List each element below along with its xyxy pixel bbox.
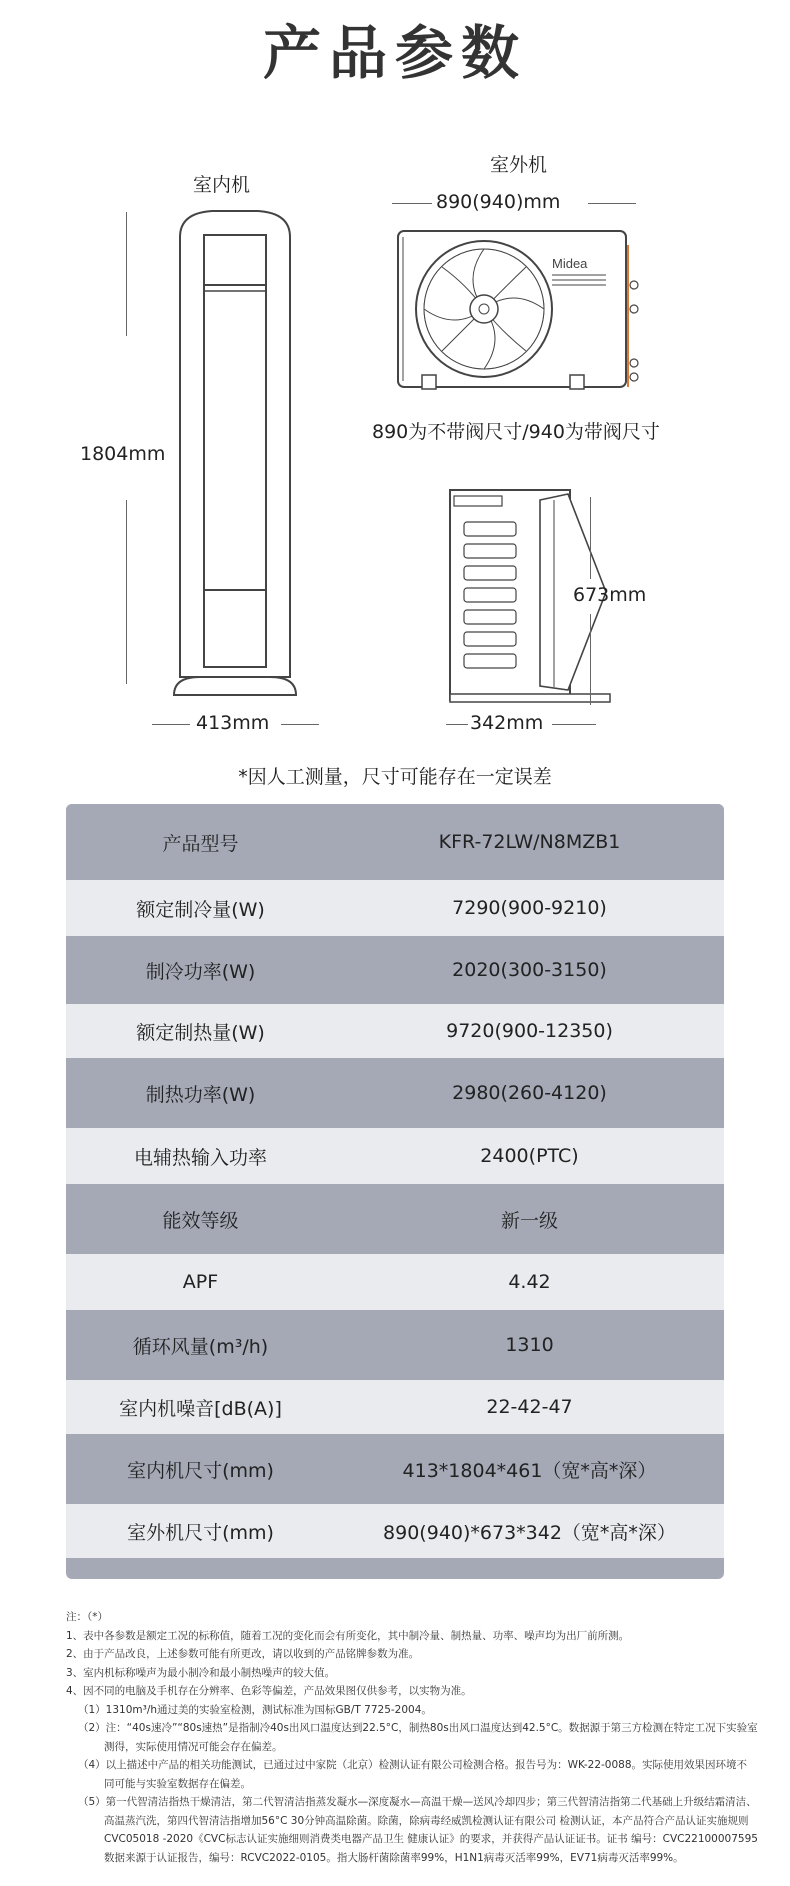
footnote-sub-item: （4）以上描述中产品的相关功能测试，已通过过中家院（北京）检测认证有限公司检测合格。报告号为：WK-22-0088。实际使用效果因环境不 <box>78 1759 748 1771</box>
footnote-item: 4、因不同的电脑及手机存在分辨率、色彩等偏差，产品效果图仅供参考，以实物为准。 <box>66 1685 472 1697</box>
spec-key: 室内机噪音[dB(A)] <box>119 1397 282 1420</box>
spec-key: 循环风量(m³/h) <box>132 1335 269 1358</box>
spec-value: 7290(900-9210) <box>452 897 607 919</box>
spec-key: 额定制热量(W) <box>136 1021 265 1044</box>
outdoor-width-dim-right <box>588 203 636 204</box>
spec-key: 室外机尺寸(mm) <box>127 1521 274 1544</box>
outdoor-width-label: 890(940)mm <box>436 191 561 213</box>
indoor-width-label: 413mm <box>196 712 270 734</box>
spec-value: 9720(900-12350) <box>446 1020 613 1042</box>
outdoor-height-dim-top <box>590 497 591 579</box>
table-row <box>66 1504 724 1558</box>
outdoor-depth-dim-left <box>446 724 468 725</box>
footnote-sub-item: （1）1310m³/h通过美的实验室检测，测试标准为国标GB/T 7725-2004。 <box>78 1703 432 1716</box>
table-row <box>66 1184 724 1254</box>
indoor-height-label: 1804mm <box>80 443 166 465</box>
spec-key: 室内机尺寸(mm) <box>127 1459 274 1482</box>
outdoor-width-dim-left <box>392 203 432 204</box>
indoor-width-dim-left <box>152 724 190 725</box>
spec-value: 2980(260-4120) <box>452 1082 607 1104</box>
table-row <box>66 1254 724 1310</box>
page-title: 产品参数 <box>262 19 527 87</box>
table-row <box>66 936 724 1004</box>
spec-key: APF <box>182 1271 219 1293</box>
table-row <box>66 804 724 880</box>
footnote-sub-item-cont: 数据来源于认证报告，编号：RCVC2022-0105。指大肠杆菌除菌率99%，H1N1病毒灭活率99%，EV71病毒灭活率99%。 <box>104 1851 684 1864</box>
indoor-unit-label: 室内机 <box>193 174 251 196</box>
spec-key: 制冷功率(W) <box>145 960 256 983</box>
outdoor-depth-label: 342mm <box>470 712 544 734</box>
footnote-sub-item-cont: CVC05018 -2020《CVC标志认证实施细则消费类电器产品卫生 健康认证》的要求，并获得产品认证证书。证书 编号：CVC22100007595 <box>104 1833 758 1845</box>
outdoor-height-label: 673mm <box>573 584 647 606</box>
indoor-width-dim-right <box>281 724 319 725</box>
measurement-note: *因人工测量，尺寸可能存在一定误差 <box>238 766 552 788</box>
footnote-sub-item-cont: 高温蒸汽洗，第四代智清洁指增加56°C 30分钟高温除菌。除菌，除病毒经威凯检测认证有限公司 检测认证，本产品符合产品认证实施规则 <box>104 1814 749 1827</box>
table-row <box>66 1310 724 1380</box>
spec-key: 电辅热输入功率 <box>133 1146 267 1169</box>
spec-value: 1310 <box>505 1334 554 1356</box>
outdoor-unit-front-drawing <box>392 225 652 400</box>
spec-value: 2400(PTC) <box>480 1145 579 1167</box>
table-row <box>66 1434 724 1504</box>
outdoor-width-note: 890为不带阀尺寸/940为带阀尺寸 <box>372 421 660 443</box>
footnote-head: 注：（*） <box>66 1611 108 1623</box>
footnotes <box>66 1608 758 1867</box>
spec-key: 能效等级 <box>162 1209 239 1232</box>
spec-key: 额定制冷量(W) <box>136 898 265 921</box>
footnote-sub-item: （2）注：“40s速冷”“80s速热”是指制冷40s出风口温度达到22.5°C，制热80s出风口温度达到42.5°C。数据源于第三方检测在特定工况下实验室 <box>78 1722 758 1734</box>
spec-value: KFR-72LW/N8MZB1 <box>438 831 621 853</box>
indoor-unit-drawing <box>170 207 300 702</box>
table-row <box>66 1128 724 1184</box>
footnote-sub-item: （5）第一代智清洁指热干燥清洁，第二代智清洁指蒸发凝水—深度凝水—高温干燥—送风冷却四步；第三代智清洁指第二代基础上升级结霜清洁、 <box>78 1796 757 1808</box>
spec-key: 产品型号 <box>162 832 239 855</box>
spec-value: 413*1804*461（宽*高*深） <box>402 1459 657 1482</box>
outdoor-height-dim-bottom <box>590 614 591 705</box>
outdoor-unit-label: 室外机 <box>490 154 548 176</box>
footnote-sub-item-cont: 同可能与实验室数据存在偏差。 <box>104 1777 251 1790</box>
table-row <box>66 1380 724 1434</box>
spec-key: 制热功率(W) <box>145 1083 256 1106</box>
outdoor-depth-dim-right <box>552 724 596 725</box>
brand-logo-text: Midea <box>552 256 588 271</box>
spec-value: 890(940)*673*342（宽*高*深） <box>383 1521 676 1544</box>
footnote-item: 1、表中各参数是额定工况的标称值，随着工况的变化而会有所变化，其中制冷量、制热量、功率、噪声均为出厂前所测。 <box>66 1629 630 1642</box>
height-dim-line-bottom <box>126 500 127 684</box>
spec-value: 22-42-47 <box>486 1396 573 1418</box>
footnote-item: 2、由于产品改良，上述参数可能有所更改，请以收到的产品铭牌参数为准。 <box>66 1648 420 1660</box>
spec-value: 4.42 <box>508 1271 551 1293</box>
table-row <box>66 1058 724 1128</box>
height-dim-line-top <box>126 212 127 336</box>
table-row <box>66 880 724 936</box>
footnote-sub-item-cont: 测得，实际使用情况可能会存在偏差。 <box>104 1740 283 1753</box>
table-row <box>66 1004 724 1058</box>
footnote-item: 3、室内机标称噪声为最小制冷和最小制热噪声的较大值。 <box>66 1666 336 1679</box>
spec-value: 新一级 <box>500 1209 558 1232</box>
spec-value: 2020(300-3150) <box>452 959 607 981</box>
spec-table <box>66 804 724 1579</box>
